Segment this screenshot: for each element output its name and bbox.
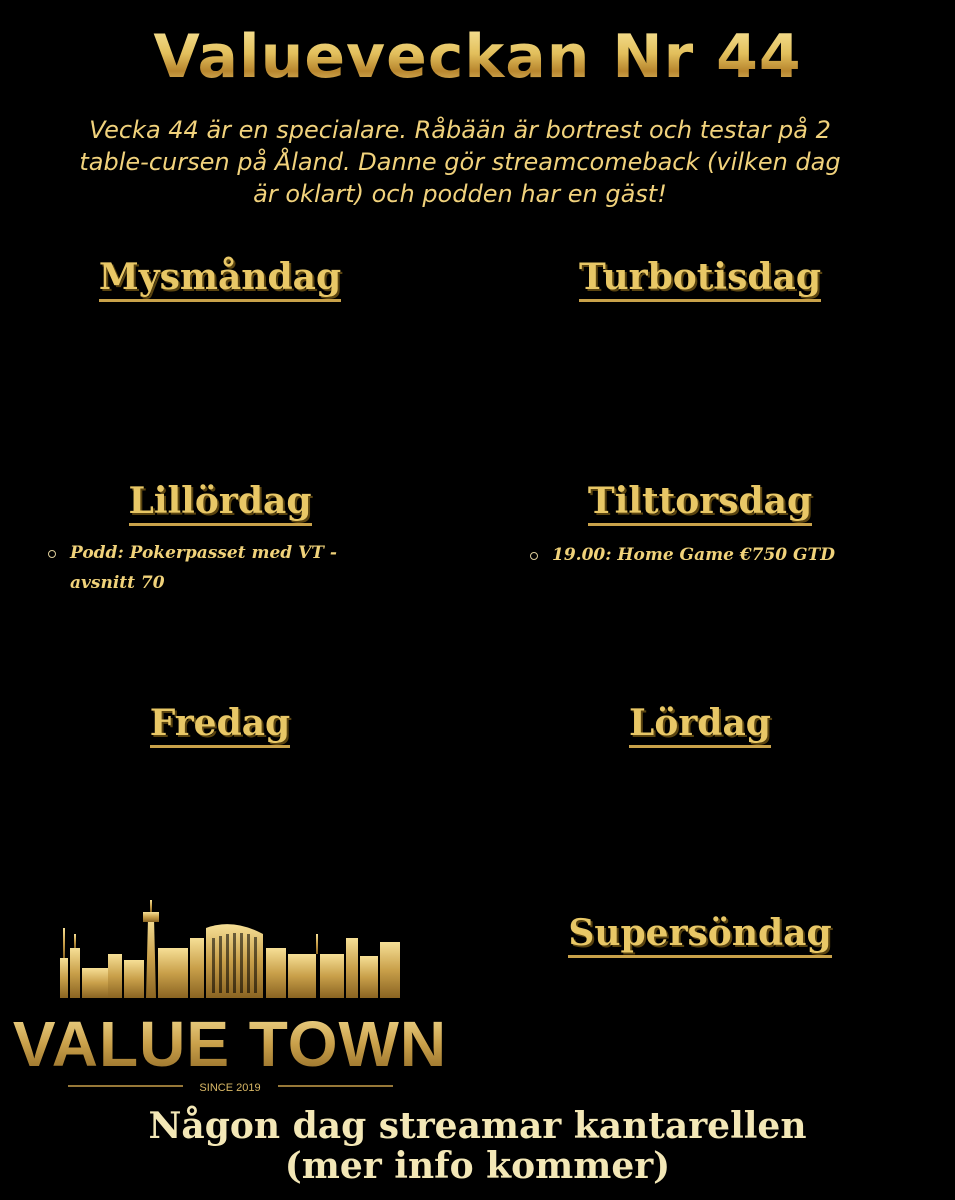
value-town-logo <box>12 898 448 1098</box>
thursday-event-list <box>530 540 910 570</box>
footer-note: Någon dag streamar kantarellen (mer info kommer) <box>148 1105 807 1187</box>
list-item: Podd: Pokerpasset med VT - avsnitt 70 <box>48 538 388 598</box>
day-heading-saturday: Lördag <box>500 702 900 744</box>
logo-since: SINCE 2019 <box>199 1082 261 1094</box>
day-heading-monday: Mysmåndag <box>20 256 420 298</box>
day-heading-tuesday: Turbotisdag <box>500 256 900 298</box>
logo-wordmark: VALUE TOWN <box>12 1008 448 1080</box>
intro-text: Vecka 44 är en specialare. Råbään är bortrest och testar på 2 table-cursen på Åland. Danne gör streamcomeback (vilken dag är oklart) och podden har en gäst! <box>79 116 841 208</box>
day-heading-sunday: Supersöndag <box>500 912 900 954</box>
day-heading-thursday: Tilttorsdag <box>500 480 900 522</box>
wednesday-event-list <box>48 538 388 598</box>
page-title: Valueveckan Nr 44 <box>0 22 955 92</box>
day-heading-friday: Fredag <box>20 702 420 744</box>
list-item: 19.00: Home Game €750 GTD <box>530 540 910 570</box>
day-heading-wednesday: Lillördag <box>20 480 420 522</box>
skyline-icon <box>60 900 400 998</box>
